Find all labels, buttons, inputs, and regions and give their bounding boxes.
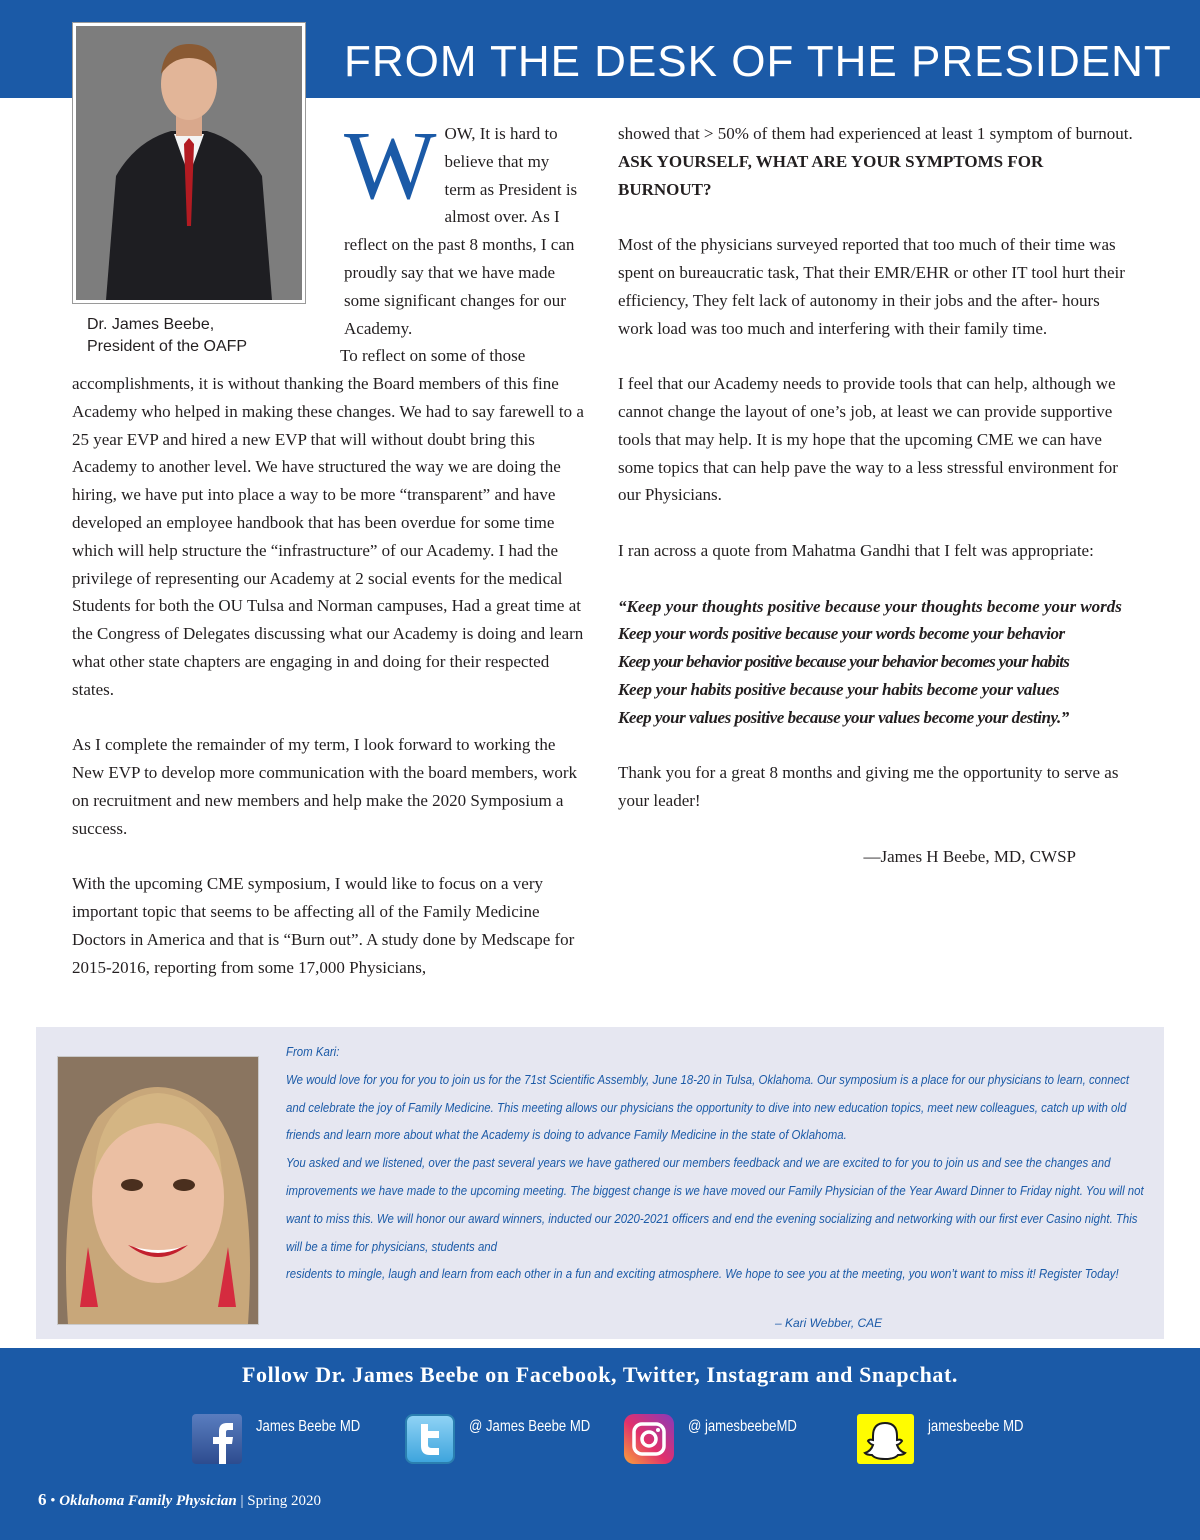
letter-intro [340,112,579,370]
snapchat-icon[interactable] [857,1414,914,1464]
letter-paragraph: With the upcoming CME symposium, I would like to focus on a very important topic that seems to be affecting all of the Family Medicine Doctors in America and that is “Burn out”. A study done by Medscape for 2015-2016, reporting from some 17,000 Physicians, [72,874,575,977]
twitter-icon[interactable] [405,1414,455,1464]
letter-paragraph [618,120,1138,203]
social-snapchat[interactable] [857,1414,1045,1464]
kari-photo [57,1056,259,1325]
drop-cap: W [344,112,437,220]
publication-name: Oklahoma Family Physician [59,1493,237,1509]
president-portrait-image [76,26,302,300]
twitter-handle[interactable]: @ James Beebe MD [469,1418,591,1435]
gandhi-quote [618,593,1138,732]
social-facebook[interactable] [192,1414,383,1464]
letter-paragraph: Most of the physicians surveyed reported that too much of their time was spent on bureaucratic task, That their EMR/EHR or other IT tool hurt their efficiency, They felt lack of autonomy in their jobs and the after- hours work load was too much and interfering with their family time. [618,235,1125,338]
caption-name: Dr. James Beebe, [87,316,215,333]
letter-right-column [618,120,1138,871]
quote-line: “Keep your thoughts positive because your thoughts become your words [618,596,1122,616]
letter-intro-text: OW, It is hard to believe that my term as President is almost over. As I reflect on the past 8 months, I can proudly say that we have made some significant changes for our Academy. [344,124,578,338]
kari-heading: From Kari: [286,1044,340,1059]
letter-left-column [72,370,587,1009]
caption-title: President of the OAFP [87,338,248,355]
social-instagram[interactable] [624,1414,821,1464]
president-photo [72,22,306,304]
page-title: FROM THE DESK OF THE PRESIDENT [344,37,1172,86]
quote-line: Keep your behavior positive because your behavior becomes your habits [618,652,1070,672]
social-twitter[interactable] [405,1414,617,1464]
letter-intro-continued: To reflect on some of those [340,346,526,366]
kari-message [286,1038,1144,1288]
letter-paragraph: As I complete the remainder of my term, I look forward to working the New EVP to develop more communication with the board members, work on recruitment and new members and help make the 2020 Symposium a success. [72,735,578,838]
page-number: 6 [38,1490,47,1509]
letter-paragraph: Thank you for a great 8 months and giving me the opportunity to serve as your leader! [618,763,1119,811]
follow-heading: Follow Dr. James Beebe on Facebook, Twitter, Instagram and Snapchat. [241,1362,959,1387]
letter-paragraph: I feel that our Academy needs to provide tools that can help, although we cannot change the layout of one’s job, at least we can provide supportive tools that may help. It is my hope that the upcoming CME we can have some topics that can help pave the way to a less stressful environment for our Physicians. [618,374,1118,505]
kari-paragraph: residents to mingle, laugh and learn from each other in a fun and exciting atmosphere. We hope to see you at the meeting, you won’t want to miss it! Register Today! [286,1266,1119,1282]
kari-paragraph: You asked and we listened, over the past several years we have gathered our members feedback and we are excited to for you to join us and see the changes and improvements we have made to the upcoming meeting. The biggest change is we have moved our Family Physician of the Year Award Dinner to Friday night. You will not want to miss this. We will honor our award winners, inducted our 2020-2021 officers and end the evening socializing and networking with our first ever Casino night. This will be a time for physicians, students and [286,1155,1144,1254]
issue-label: Spring 2020 [247,1493,322,1509]
burnout-question: ASK YOURSELF, WHAT ARE YOUR SYMPTOMS FOR BURNOUT? [618,151,1044,199]
instagram-icon[interactable] [624,1414,674,1464]
letter-paragraph: accomplishments, it is without thanking the Board members of this fine Academy who helped in making these changes. We had to say farewell to a 25 year EVP and hired a new EVP that will without doubt bring this Academy to another level. We have structured the way we are doing the hiring, we have put into place a way to be more “transparent” and have developed an employee handbook that has been overdue for some time which will help structure the “infrastructure” of our Academy. I had the privilege of representing our Academy at 2 social events for the medical Students for both the OU Tulsa and Norman campuses, Had a great time at the Congress of Delegates discussing what our Academy is doing and learn what other state chapters are engaging in and doing for their respected states. [72,374,584,699]
quote-line: Keep your values positive because your values become your destiny.” [618,707,1069,727]
kari-portrait-image [58,1057,258,1324]
instagram-handle[interactable]: @ jamesbeebeMD [688,1418,797,1435]
facebook-handle[interactable]: James Beebe MD [256,1418,361,1435]
facebook-icon[interactable] [192,1414,242,1464]
president-signature: —James H Beebe, MD, CWSP [863,846,1076,866]
kari-paragraph: We would love for you for you to join us for the 71st Scientific Assembly, June 18-20 in Tulsa, Oklahoma. Our symposium is a place for our physicians to learn, connect and celebrate the joy of Family Medicine. This meeting allows our physicians the opportunity to dive into new education topics, meet new colleagues, catch up with old friends and learn more about what the Academy is doing to advance Family Medicine in the state of Oklahoma. [286,1071,1130,1143]
letter-paragraph: I ran across a quote from Mahatma Gandhi that I felt was appropriate: [618,540,1094,560]
footer-separator: | [240,1493,248,1509]
page-footer [38,1490,321,1510]
footer-bullet: • [50,1493,60,1509]
burnout-stat-text: showed that > 50% of them had experienced at least 1 symptom of burnout. [618,124,1133,143]
quote-line: Keep your habits positive because your habits become your values [618,679,1060,699]
quote-line: Keep your words positive because your words become your behavior [618,624,1065,644]
snapchat-handle[interactable]: jamesbeebe MD [928,1418,1024,1435]
kari-signature: – Kari Webber, CAE [775,1316,883,1330]
president-caption [87,314,247,358]
